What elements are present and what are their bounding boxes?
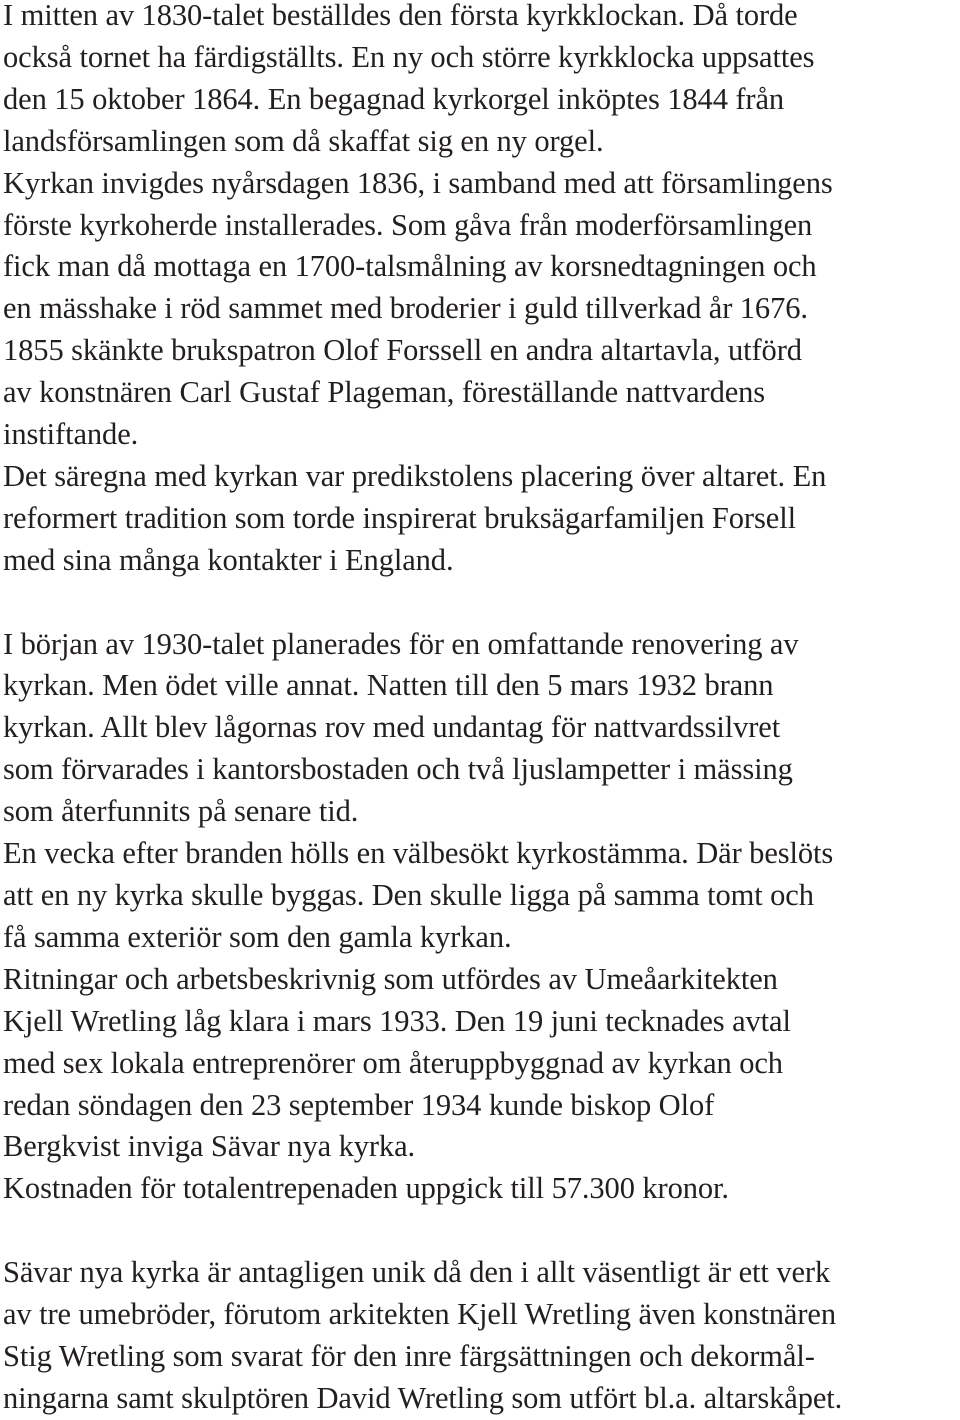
text-line: Ritningar och arbetsbeskrivnig som utfördes av Umeåarkitekten	[3, 961, 778, 996]
text-line: kyrkan. Men ödet ville annat. Natten till den 5 mars 1932 brann	[3, 668, 774, 703]
text-line: Stig Wretling som svarat för den inre färgsättningen och dekormål-	[3, 1338, 815, 1373]
text-line: En vecka efter branden hölls en välbesökt kyrkostämma. Där beslöts	[3, 836, 834, 871]
text-line: redan söndagen den 23 september 1934 kunde biskop Olof	[3, 1087, 715, 1122]
text-line: 1855 skänkte brukspatron Olof Forssell en andra altartavla, utförd	[3, 333, 802, 368]
text-line: Det säregna med kyrkan var predikstolens placering över altaret. En	[3, 458, 827, 493]
text-line: förste kyrkoherde installerades. Som gåva från moderförsamlingen	[3, 207, 813, 242]
text-line: som återfunnits på senare tid.	[3, 794, 359, 829]
text-line: Sävar nya kyrka är antagligen unik då den i allt väsentligt är ett verk	[3, 1255, 831, 1290]
text-line: av konstnären Carl Gustaf Plageman, föreställande nattvardens	[3, 375, 766, 410]
paragraph-fire-and-rebuild	[3, 624, 960, 1211]
text-line: instiftande.	[3, 417, 139, 452]
text-line: Kjell Wretling låg klara i mars 1933. Den 19 juni tecknades avtal	[3, 1003, 791, 1038]
text-line: fick man då mottaga en 1700-talsmålning av korsnedtagningen och	[3, 249, 817, 284]
text-line: också tornet ha färdigställts. En ny och större kyrkklocka uppsattes	[3, 39, 815, 74]
paragraph-history	[3, 0, 960, 582]
text-line: en mässhake i röd sammet med broderier i guld tillverkad år 1676.	[3, 291, 808, 326]
text-line: med sina många kontakter i England.	[3, 542, 454, 577]
text-line: Kostnaden för totalentrepenaden uppgick till 57.300 kronor.	[3, 1171, 729, 1206]
text-line: som förvarades i kantorsbostaden och två ljuslampetter i mässing	[3, 752, 793, 787]
paragraph-spacer	[3, 582, 960, 624]
paragraph-spacer	[3, 1210, 960, 1252]
text-line: Kyrkan invigdes nyårsdagen 1836, i samband med att församlingens	[3, 165, 833, 200]
text-line: kyrkan. Allt blev lågornas rov med undantag för nattvardssilvret	[3, 710, 781, 745]
text-line: av tre umebröder, förutom arkitekten Kjell Wretling även konstnären	[3, 1297, 836, 1332]
text-line: att en ny kyrka skulle byggas. Den skulle ligga på samma tomt och	[3, 878, 814, 913]
text-line: I början av 1930-talet planerades för en omfattande renovering av	[3, 626, 799, 661]
text-line: landsförsamlingen som då skaffat sig en ny orgel.	[3, 123, 604, 158]
text-line: få samma exteriör som den gamla kyrkan.	[3, 919, 512, 954]
text-line: Bergkvist inviga Sävar nya kyrka.	[3, 1129, 416, 1164]
text-line: med sex lokala entreprenörer om återuppbyggnad av kyrkan och	[3, 1045, 783, 1080]
document-body	[3, 0, 960, 1420]
text-line: reformert tradition som torde inspirerat bruksägarfamiljen Forsell	[3, 500, 796, 535]
paragraph-wretling-brothers	[3, 1252, 960, 1420]
text-line: den 15 oktober 1864. En begagnad kyrkorgel inköptes 1844 från	[3, 81, 785, 116]
text-line: ningarna samt skulptören David Wretling som utfört bl.a. altarskåpet.	[3, 1380, 843, 1415]
text-line: I mitten av 1830-talet beställdes den första kyrkklockan. Då torde	[3, 0, 798, 32]
